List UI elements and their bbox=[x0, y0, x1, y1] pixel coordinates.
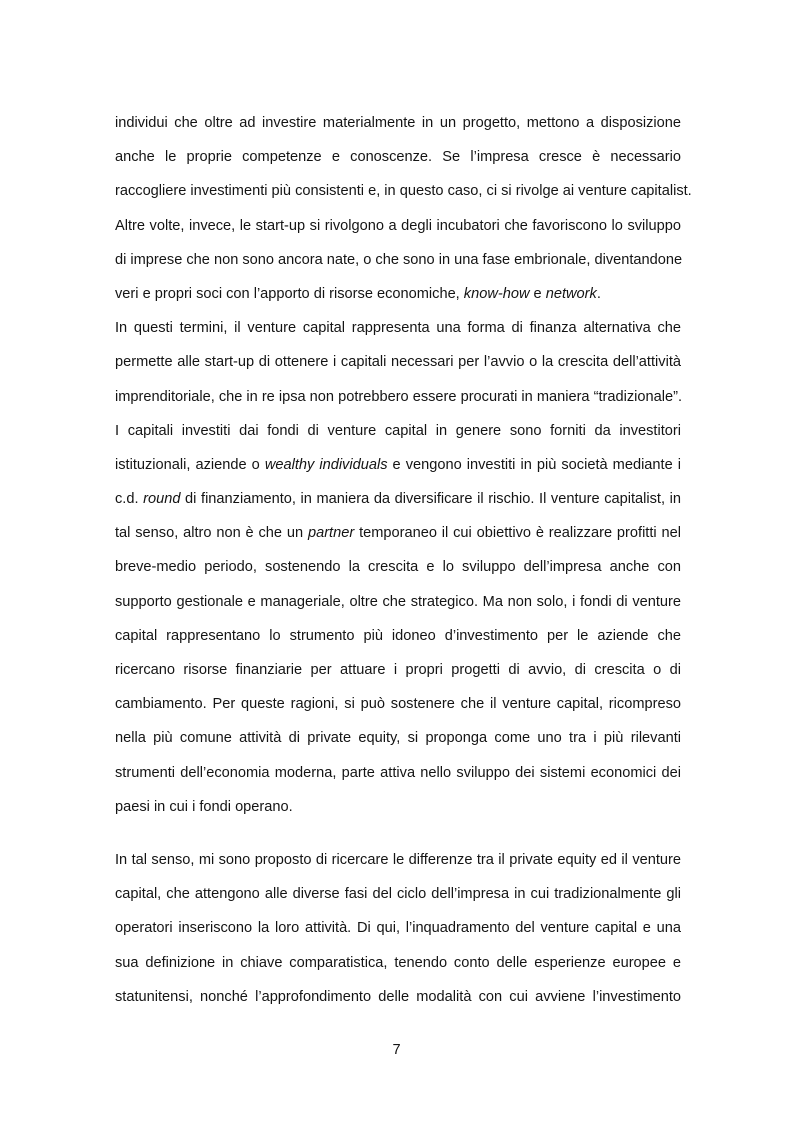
text-line: ricercano risorse finanziarie per attuare i propri progetti di avvio, di crescita o di bbox=[115, 662, 681, 678]
text-line: operatori inseriscono la loro attività. Di qui, l’inquadramento del venture capital e una bbox=[115, 920, 681, 937]
text-line: permette alle start-up di ottenere i capitali necessari per l’avvio o la crescita dell’attività bbox=[115, 354, 681, 371]
italic-term-round: round bbox=[143, 491, 181, 508]
text-line: I capitali investiti dai fondi di venture capital in genere sono forniti da investitori bbox=[115, 422, 681, 439]
text-line: sua definizione in chiave comparatistica, tenendo conto delle esperienze europee e bbox=[115, 954, 681, 971]
text-line: imprenditoriale, che in re ipsa non potrebbero essere procurati in maniera “tradizionale”. bbox=[115, 388, 683, 405]
italic-term-know-how: know-how bbox=[463, 285, 530, 302]
paragraph-3 bbox=[115, 850, 681, 1021]
text-line: breve-medio periodo, sostenendo la crescita e lo sviluppo dell’impresa anche con bbox=[115, 559, 681, 576]
text-line: capital, che attengono alle diverse fasi del ciclo dell’impresa in cui tradizionalmente gli bbox=[115, 886, 681, 903]
text-line: cambiamento. Per queste ragioni, si può sostenere che il venture capital, ricompreso bbox=[115, 696, 681, 713]
paragraph-1 bbox=[115, 113, 692, 318]
text-block-bottom bbox=[115, 850, 681, 1021]
text-line: c.d. round di finanziamento, in maniera da diversificare il rischio. Il venture capitalist, in bbox=[115, 491, 681, 508]
text-block-top bbox=[115, 113, 692, 831]
text-line: veri e propri soci con l’apporto di risorse economiche, know-how e network. bbox=[115, 285, 601, 302]
text-line: nella più comune attività di private equity, si proponga come uno tra i più rilevanti bbox=[115, 730, 681, 747]
text-line: In questi termini, il venture capital rappresenta una forma di finanza alternativa che bbox=[115, 320, 681, 337]
text-line: raccogliere investimenti più consistenti e, in questo caso, ci si rivolge ai venture capitalist. bbox=[115, 183, 692, 200]
text-line: statunitensi, nonché l’approfondimento delle modalità con cui avviene l’investimento bbox=[115, 988, 681, 1005]
italic-term-network: network bbox=[545, 285, 597, 302]
italic-term-partner: partner bbox=[307, 525, 355, 542]
text-line: paesi in cui i fondi operano. bbox=[115, 798, 293, 815]
text-line: istituzionali, aziende o wealthy individuals e vengono investiti in più società mediante i bbox=[115, 456, 681, 473]
text-line: individui che oltre ad investire materialmente in un progetto, mettono a disposizione bbox=[115, 115, 681, 131]
paragraph-2 bbox=[115, 318, 681, 831]
text-line: capital rappresentano lo strumento più idoneo d’investimento per le aziende che bbox=[115, 627, 681, 644]
text-line: In tal senso, mi sono proposto di ricercare le differenze tra il private equity ed il venture bbox=[115, 852, 681, 868]
text-line: di imprese che non sono ancora nate, o che sono in una fase embrionale, diventandone bbox=[115, 251, 683, 268]
italic-term-wealthy-individuals: wealthy individuals bbox=[264, 456, 388, 473]
text-line: anche le proprie competenze e conoscenze. Se l’impresa cresce è necessario bbox=[115, 149, 681, 166]
text-line: tal senso, altro non è che un partner temporaneo il cui obiettivo è realizzare profitti nel bbox=[115, 525, 681, 542]
text-line: supporto gestionale e manageriale, oltre che strategico. Ma non solo, i fondi di venture bbox=[115, 593, 681, 610]
text-line: Altre volte, invece, le start-up si rivolgono a degli incubatori che favoriscono lo sviluppo bbox=[115, 217, 681, 234]
page-number: 7 bbox=[392, 1042, 401, 1058]
text-line: strumenti dell’economia moderna, parte attiva nello sviluppo dei sistemi economici dei bbox=[115, 764, 681, 781]
